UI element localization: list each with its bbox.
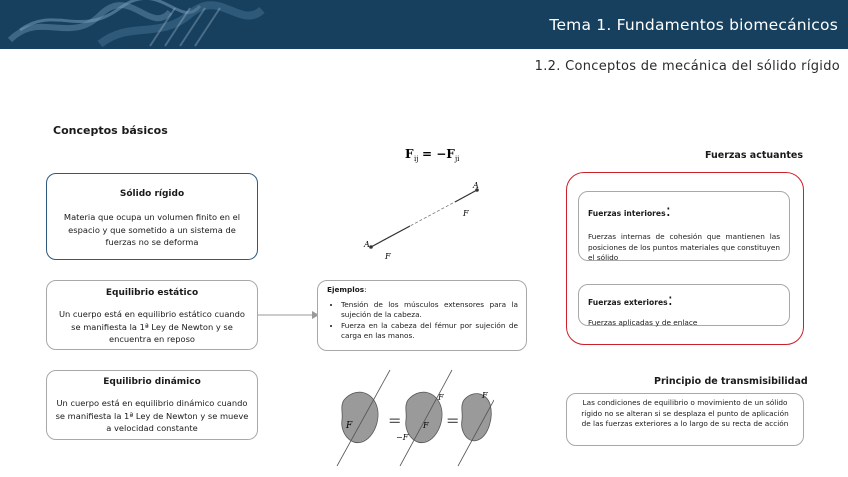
equilibrio-estatico-title: Equilibrio estático bbox=[105, 288, 199, 298]
solido-rigido-box bbox=[46, 173, 258, 260]
equation-mid: = −F bbox=[422, 147, 455, 161]
diagram-label-f-1: F bbox=[346, 421, 353, 431]
label-a-top: A bbox=[473, 181, 479, 190]
label-f-bottom: F bbox=[385, 252, 391, 261]
fuerzas-exteriores-text: Fuerzas aplicadas y de enlace bbox=[588, 318, 698, 327]
presentation-title: Tema 1. Fundamentos biomecánicos bbox=[549, 16, 838, 34]
header-decoration bbox=[0, 0, 270, 49]
header-bar bbox=[0, 0, 848, 49]
principio-box bbox=[566, 393, 804, 446]
section-title-principio: Principio de transmisibilidad bbox=[654, 376, 808, 387]
equilibrio-dinamico-title: Equilibrio dinámico bbox=[103, 377, 201, 387]
label-a-bottom: A bbox=[364, 240, 370, 249]
principio-text: Las condiciones de equilibrio o movimiento de un sólido rígido no se alteran si se desplaza el punto de aplicación de las fuerzas exteriores a lo largo de su recta de acción bbox=[581, 398, 789, 428]
section-title-fuerzas: Fuerzas actuantes bbox=[705, 150, 803, 161]
equilibrio-dinamico-text: Un cuerpo está en equilibrio dinámico cuando se manifiesta la 1ª Ley de Newton y se mueve a velocidad constante bbox=[55, 398, 249, 433]
force-pair-diagram bbox=[355, 143, 495, 268]
fuerzas-exteriores-box: Fuerzas exteriores: Fuerzas aplicadas y de enlace bbox=[578, 284, 790, 326]
equilibrio-estatico-text: Un cuerpo está en equilibrio estático cuando se manifiesta la 1ª Ley de Newton y se encuentra en reposo bbox=[58, 309, 246, 344]
fuerzas-exteriores-title: Fuerzas exteriores bbox=[588, 298, 668, 307]
diagram-equals-1: = bbox=[388, 411, 402, 430]
diagram-label-minus-f: −F bbox=[396, 433, 409, 442]
fuerzas-interiores-box: Fuerzas interiores: Fuerzas internas de cohesión que mantienen las posiciones de los puntos materiales que constituyen el sólido bbox=[578, 191, 790, 261]
ejemplos-box: Ejemplos: • Tensión de los músculos extensores para la sujeción de la cabeza. • Fuerza en la cabeza del fémur por sujeción de carga en las manos. bbox=[317, 280, 527, 351]
equation-lhs-sub: ij bbox=[414, 155, 419, 163]
solido-rigido-title: Sólido rígido bbox=[119, 189, 185, 199]
connector-arrow bbox=[258, 308, 320, 322]
fuerzas-interiores-title: Fuerzas interiores bbox=[588, 209, 666, 218]
diagram-label-f-4: F bbox=[482, 391, 488, 400]
section-title-conceptos: Conceptos básicos bbox=[53, 124, 168, 137]
ejemplo-item: • Tensión de los músculos extensores para la sujeción de la cabeza. bbox=[341, 300, 518, 321]
ejemplos-title: Ejemplos bbox=[327, 285, 365, 294]
equilibrio-dinamico-box bbox=[46, 370, 258, 440]
ejemplos-list bbox=[327, 300, 518, 342]
diagram-equals-2: = bbox=[446, 411, 460, 430]
label-f-top: F bbox=[463, 209, 469, 218]
diagram-label-f-3: F bbox=[423, 421, 429, 430]
equilibrio-estatico-box bbox=[46, 280, 258, 350]
transmisibilidad-diagram bbox=[332, 368, 494, 472]
ejemplo-item: • Fuerza en la cabeza del fémur por sujeción de carga en las manos. bbox=[341, 321, 518, 342]
equation-rhs-sub: ji bbox=[455, 155, 460, 163]
equation-lhs: F bbox=[405, 147, 414, 161]
diagram-label-f-2: F bbox=[438, 393, 444, 402]
solido-rigido-text: Materia que ocupa un volumen finito en el espacio y que sometido a un sistema de fuerzas no se deforma bbox=[63, 212, 241, 247]
fuerzas-interiores-text: Fuerzas internas de cohesión que mantienen las posiciones de los puntos materiales que constituyen el sólido bbox=[588, 232, 780, 262]
slide-subtitle: 1.2. Conceptos de mecánica del sólido rígido bbox=[534, 59, 840, 74]
